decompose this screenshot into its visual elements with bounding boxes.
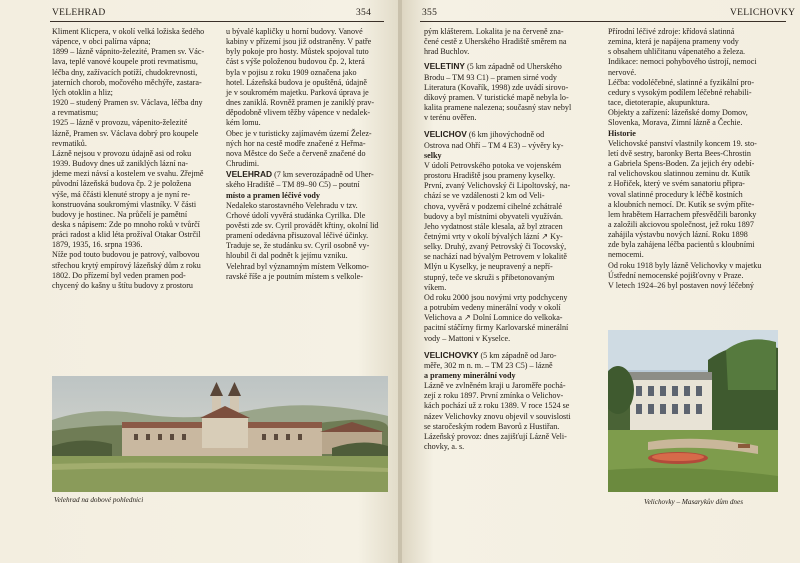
right-col1b-line: kalita pramene nalezena; současný stav nebyl <box>424 103 572 113</box>
right-col1b-line: v terénu ověřen. <box>424 113 477 123</box>
right-col2-line: lem hrabětem Harrachem přesvědčili baronky <box>608 209 757 219</box>
right-col1d-line: název Velichovky znovu objevil v souvislosti <box>424 411 571 421</box>
left-col2b-line: místo a pramen léčivé vody <box>226 190 320 200</box>
right-col1c-line: První, zvaný Velichovský či Lipoltovský, na- <box>424 181 571 191</box>
left-col2a-line: Obec je v turisticky zajímavém území Želez- <box>226 128 372 138</box>
right-col1c-line: stupný, teče ve skruži s přibetonovaným <box>424 272 555 282</box>
left-col2a-line: je v soukromém majetku. Parková úprava je <box>226 87 369 97</box>
right-col1c-line: a potrubím vedeny minerální vody v okolí <box>424 303 561 313</box>
right-col1c-line: Ostrova nad Ohří – TM 4 E3) – vývěry ky- <box>424 140 564 150</box>
left-col2b-line: Crhové údolí vyvěrá studánka Cyrilka. Dle <box>226 210 366 220</box>
right-col2-line: Slovenka, Morava, Zimní lázně a Čechie. <box>608 118 743 128</box>
velichovky-photo <box>608 330 778 492</box>
left-col1-line: 1925 – lázně v provozu, vápenito-železité <box>52 118 188 128</box>
right-col1c-line: vody – Mattoni v Kyselce. <box>424 333 511 343</box>
left-column-2 <box>226 27 387 282</box>
left-col2a-line: byly pokoje pro hosty. Můstek spojoval tuto <box>226 47 369 57</box>
left-col2b-line: pramení odedávna přisuzoval léčivé účinky. <box>226 231 369 241</box>
left-col2a-line: děpodobně vlivem těžby vápence v nedalek- <box>226 108 371 118</box>
right-col1c-line: Velichova a ↗ Dolní Lomnice do velkoka- <box>424 313 563 323</box>
right-col2-line: letí dvě sestry, baronky Berta Bees-Chrostin <box>608 148 751 158</box>
velichovky-photo-caption: Velichovky – Masarykův dům dnes <box>644 498 743 506</box>
entry-meta: (5 km západně od Uherského <box>466 62 562 72</box>
entry-meta: (5 km západně od Jaro- <box>480 350 557 360</box>
right-col1d-line: zejí z roku 1897. První zmínka o Velichov- <box>424 391 564 401</box>
left-col1-line: lava, teplé vanové koupele proti revmatismu, <box>52 57 198 67</box>
left-col2b-line: Velehrad byl významným místem Velkomo- <box>226 261 369 271</box>
left-col2a-line: kabiny v přízemí jsou již odstraněny. V patře <box>226 37 372 47</box>
left-col2b-line: ského Hradiště – TM 89–90 C5) – poutní <box>226 180 360 190</box>
left-col1-line: Níže pod touto budovou je patrový, valbovou <box>52 250 200 260</box>
right-col2-line: Od roku 1918 byly lázně Velichovky v majetku <box>608 260 762 270</box>
left-column-1 <box>52 27 213 291</box>
right-col2-line: zemina, která je napájena prameny vody <box>608 37 739 47</box>
right-col2-line: Historie <box>608 128 636 138</box>
left-col1-line: chycený do kašny u štítu budovy z prostoru <box>52 280 193 290</box>
right-col2-line: Přírodní léčivé zdroje: křídová slatinná <box>608 27 735 36</box>
right-col2-line: z Hořiček, který ve svém sanatoriu připra- <box>608 179 745 189</box>
left-col1-line: lých otoklin a hliz; <box>52 87 113 97</box>
right-col2-line: tace, dietoterapie, akupunktura. <box>608 98 710 108</box>
left-col1-line: Lázně nejsou v provozu údajně asi od roku <box>52 148 192 158</box>
velichovky-heading: VELICHOVKY <box>424 349 479 360</box>
left-col1-line: jdeme mezi návsí a kostelem ve svahu. Zřejmě <box>52 169 204 179</box>
right-col1d-line: se staročeským rodem Bavorů z Hustiřan. <box>424 421 560 431</box>
right-col1c-line: selky. Druhý, zvaný Petrovský či Tocovský, <box>424 242 567 252</box>
left-col2b-line: ravské říše a je poutním místem s velkole- <box>226 271 363 281</box>
running-head-left: VELEHRAD <box>52 8 106 18</box>
right-column-1 <box>424 27 596 452</box>
left-col2a-line: byla v pojisu z roku 1909 označena jako <box>226 67 357 77</box>
right-col1c-line: prostoru Hradiště jsou prameny kyselky. <box>424 171 555 181</box>
page-number-right: 355 <box>422 8 438 18</box>
left-col1-line: léčba dny, zažívacích potíží, chudokrevnosti, <box>52 67 198 77</box>
right-col2-line: nervové. <box>608 67 637 77</box>
left-col1-line: a revmatismu; <box>52 108 99 118</box>
right-col1a-line: pým klášterem. Lokalita je na červeně zna- <box>424 27 564 36</box>
velichov-heading: VELICHOV <box>424 129 467 140</box>
right-col2-line: Léčba: vodoléčebné, slatinné a fyzikální pro- <box>608 77 755 87</box>
left-col1-line: konstruována soukromými vlastníky. V části <box>52 199 197 209</box>
left-col1-line: budovy je hostinec. Na průčelí je pamětní <box>52 209 188 219</box>
right-col2-line: nemocemi. <box>608 250 644 260</box>
left-col1-line: deska s nápisem: Zde po mnoho roků v tvůrčí <box>52 219 200 229</box>
right-col2-line: V letech 1924–26 byl postaven nový léčebný <box>608 280 754 290</box>
right-col1b-line: Brodu – TM 93 C1) – pramen sirné vody <box>424 72 557 82</box>
right-col2-line: Objekty a zařízení: lázeňské domy Domov, <box>608 108 748 118</box>
left-col1-line: 1879, 1935, 16. srpna 1936. <box>52 240 143 250</box>
left-col2b-line: hloubil či dal podnět k jejímu vzniku. <box>226 251 348 261</box>
header-rule-right <box>420 21 786 22</box>
right-col1c-line: Mlýn u Kyselky, je neupravený a nepří- <box>424 262 553 272</box>
right-col1c-line: selky <box>424 150 442 160</box>
right-col1a-line: hrad Buchlov. <box>424 47 470 57</box>
left-page <box>0 0 398 563</box>
left-col1-line: původní lázeňská budova čp. 2 je položena <box>52 179 192 189</box>
veletiny-heading: VELETINY <box>424 61 465 72</box>
header-rule-left <box>50 21 384 22</box>
right-col1b-line: Literatura (Kovařík, 1998) zde uvádí sirovo- <box>424 82 569 92</box>
right-col1c-line: pacitní stáčírny firmy Karlovarské minerální <box>424 323 569 333</box>
right-col2-line: zahájila výstavbu nových lázní. Roku 1898 <box>608 230 748 240</box>
left-col2b-line: Traduje se, že studánku sv. Cyril osobně vy- <box>226 241 370 251</box>
right-col1d-line: a prameny minerální vody <box>424 371 516 380</box>
right-col1c-line: četnými vrty v okolí bývalých lázní ↗ Ky- <box>424 231 563 241</box>
left-col2a-line: u bývalé kapličky u horní budovy. Vanové <box>226 27 363 36</box>
left-col1-line: 1920 – studený Pramen sv. Václava, léčba dny <box>52 98 203 108</box>
right-col1d-line: chovky, a. s. <box>424 442 465 452</box>
left-col1-line: revmatiků. <box>52 138 87 148</box>
right-col1c-line: Od roku 2000 jsou novými vrty podchyceny <box>424 292 568 302</box>
right-col1d-line: měře, 302 m n. m. – TM 23 C5) – lázně <box>424 360 553 370</box>
right-col1c-line: Jeho vydatnost stále klesala, až byl ztracen <box>424 221 563 231</box>
right-col1c-line: chází se ve vzdálenosti 2 km od Veli- <box>424 191 545 201</box>
right-col2-line: zde byla zahájena léčba pacientů s kloubními <box>608 240 755 250</box>
right-col2-line: a Gabriela Spens-Boden. Za jejich éry odebí- <box>608 159 755 169</box>
right-col2-line: s obsahem uhličitanu vápenatého a železa. <box>608 47 746 57</box>
left-col2a-line: část s výše položenou budovou čp. 2, která <box>226 57 365 67</box>
right-col2-line: ral velichovskou slatinnou zeminu dr. Kutík <box>608 169 751 179</box>
left-col2a-line: hotel. Lázeňská budova je opuštěná, údajně <box>226 77 367 87</box>
left-col1-line: 1939. Budovy dnes už zaniklých lázní na- <box>52 159 188 169</box>
right-col1c-line: chova, vyvěrá v podzemí cihelné zchátralé <box>424 201 562 211</box>
right-col1b-line: díkový pramen. V turistické mapě nebyla lo- <box>424 92 569 102</box>
right-col2-line: cedury s vysokým podílem léčebné rehabili- <box>608 87 752 97</box>
right-col1d-line: Lázně ve zvlněném kraji u Jaroměře pochá- <box>424 381 566 391</box>
left-col1-line: střechou krytý empírový lázeňský dům z roku <box>52 260 201 270</box>
left-col2a-line: kém lomu. <box>226 118 261 128</box>
right-col2-line: a založili akciovou společnost, jež roku 1897 <box>608 219 754 229</box>
page-number-left: 354 <box>356 8 372 18</box>
left-col2b-line: pověsti zde sv. Cyril provádět křtiny, okolní lid <box>226 220 379 230</box>
left-col1-line: jaterních chorob, močového měchýře, zastara- <box>52 77 202 87</box>
right-col1c-line: budovy a byl místními obyvateli využíván. <box>424 211 563 221</box>
right-col1d-line: Lázeňský provoz: dnes zajišťují Lázně Veli- <box>424 431 567 441</box>
right-col1d-line: kách pochází už z roku 1389. V roce 1524 se <box>424 401 570 411</box>
left-col2b-line: Nedaleko starostavného Velehradu v tzv. <box>226 200 358 210</box>
right-col2-line: Velichovské panství vlastnily koncem 19. sto- <box>608 138 757 148</box>
left-col1-line: 1802. Do přízemí byl veden pramen pod- <box>52 270 186 280</box>
left-col2a-line: dnes zaniklá. Rovněž pramen je zaniklý prav- <box>226 98 375 108</box>
left-col1-line: 1899 – lázně vápnito-železité, Pramen sv. Vác- <box>52 47 205 57</box>
velehrad-heading: VELEHRAD <box>226 169 273 180</box>
right-col2-line: voval slatinné procedury k léčbě kostních <box>608 189 743 199</box>
left-col1-line: práci radost a klid léta prožíval Otakar Ostrčil <box>52 230 201 240</box>
right-col1a-line: čené cestě z Uherského Hradiště směrem na <box>424 37 567 47</box>
right-col2-line: a kloubních nemocí. Dr. Kutík se svým příte- <box>608 199 755 209</box>
left-col2a-line: ných hor na cestě modře značené z Heřma- <box>226 138 366 148</box>
right-col2-line: Ústřední nemocenské pojišťovny v Praze. <box>608 270 744 280</box>
right-col1c-line: víkem. <box>424 282 447 292</box>
left-col1-line: výše, má ččásti klenuté stropy a je nyní re- <box>52 189 191 199</box>
velehrad-meta: (7 km severozápadně od Uher- <box>274 170 374 180</box>
velehrad-photo <box>52 376 388 492</box>
right-col1c-line: se nachází nad bývalým Petrovem v lokalitě <box>424 252 567 262</box>
velehrad-photo-caption: Velehrad na dobové pohlednici <box>54 496 144 504</box>
right-page <box>402 0 800 563</box>
right-col2-line: Indikace: nemoci pohybového ústrojí, nemoci <box>608 57 757 67</box>
left-col1-line: lázně, Pramen sv. Václava dobrý pro koupele <box>52 128 199 138</box>
right-col1c-line: V údolí Petrovského potoka ve vojenském <box>424 160 562 170</box>
left-col2a-line: nova Městce do Seče a červeně značené do <box>226 148 366 158</box>
left-col2a-line: Chrudimi. <box>226 159 260 169</box>
running-head-right: VELICHOVKY <box>730 8 796 18</box>
left-col1-line: Kliment Klicpera, v okolí velká ložiska šedého <box>52 27 205 36</box>
right-column-2 <box>608 27 780 291</box>
left-col1-line: vápence, v obci palírna vápna; <box>52 37 151 47</box>
entry-meta: (6 km jihovýchodně od <box>468 130 545 140</box>
